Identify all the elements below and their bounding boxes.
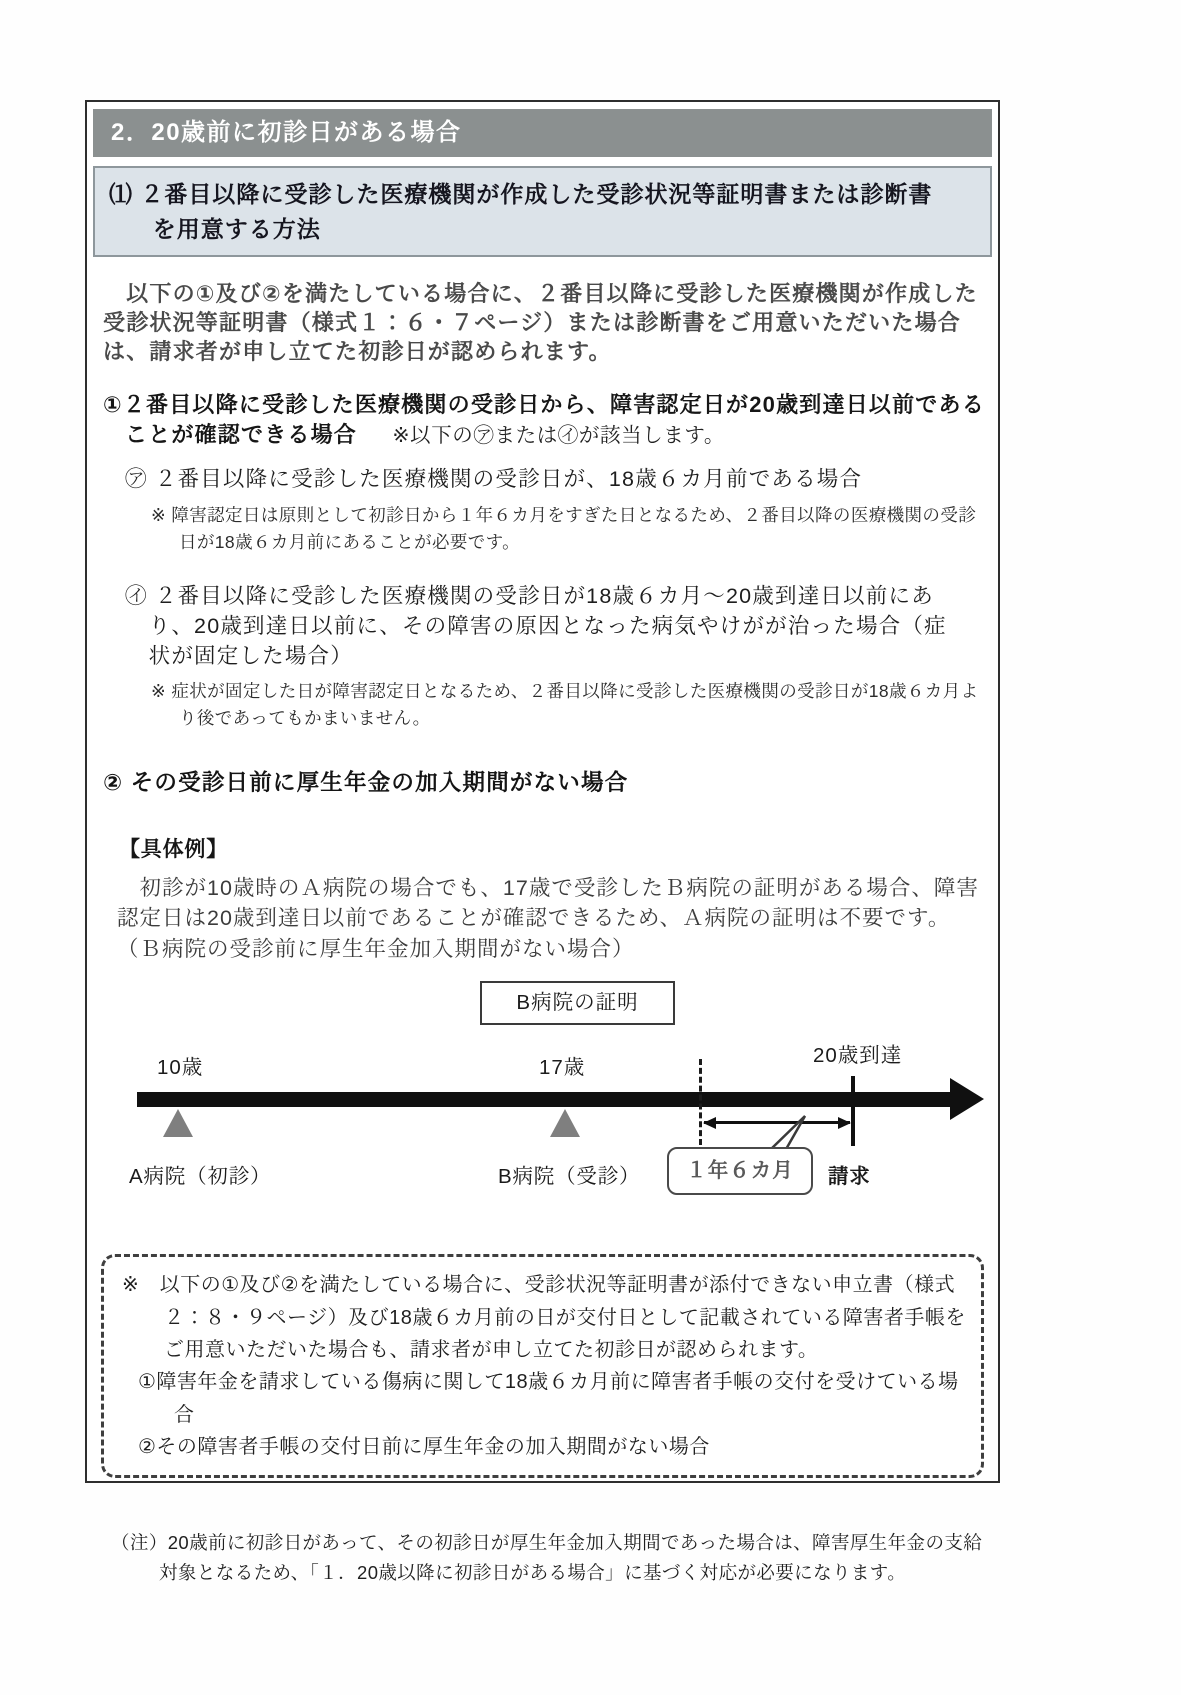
hospital-b-label: B病院（受診） [498, 1165, 641, 1189]
period-callout: １年６カ月 [667, 1147, 813, 1195]
document-container [85, 100, 1000, 1584]
supplementary-note-box [101, 1254, 984, 1478]
condition2-heading: ② その受診日前に厚生年金の加入期間がない場合 [103, 769, 629, 795]
intro-paragraph: 以下の①及び②を満たしている場合に、２番目以降に受診した医療機関が作成した受診状況等証明書（様式１：６・７ページ）または診断書をご用意いただいた場合は、請求者が申し立てた初診日が認められます。 [103, 281, 978, 365]
hospital-a-label: A病院（初診） [129, 1165, 272, 1189]
section-header-title: 2．20歳前に初診日がある場合 [111, 119, 462, 146]
case-i-item: ㋑ ２番目以降に受診した医療機関の受診日が18歳６カ月～20歳到達日以前にあり、20歳到達日以前に、その障害の原因となった病気やけがが治った場合（症状が固定した場合） [125, 584, 947, 668]
timeline-arrowhead-icon [950, 1078, 984, 1120]
certificate-label-box: B病院の証明 [480, 981, 675, 1025]
document-body [87, 279, 998, 1588]
hospital-a-marker-icon [163, 1109, 193, 1137]
supplementary-note-item1: ①障害年金を請求している傷病に関して18歳６カ月前に障害者手帳の交付を受けている場合 [138, 1371, 959, 1426]
timeline-bar [137, 1092, 952, 1107]
claim-date-tick [851, 1076, 855, 1146]
condition1-heading [103, 390, 986, 449]
condition1-heading-note: ※以下の㋐または㋑が該当します。 [392, 423, 725, 447]
age-17-label: 17歳 [539, 1056, 586, 1080]
case-i-note: ※ 症状が固定した日が障害認定日となるため、２番目以降に受診した医療機関の受診日が18歳６カ月より後であってもかまいません。 [151, 681, 979, 729]
subsection-header-title: ⑴ ２番目以降に受診した医療機関が作成した受診状況等証明書または診断書を用意する方法 [109, 181, 933, 242]
timeline-diagram [101, 976, 986, 1208]
footnote: （注）20歳前に初診日があって、その初診日が厚生年金加入期間であった場合は、障害厚生年金の支給対象となるため、「１．20歳以降に初診日がある場合」に基づく対応が必要になります。 [111, 1532, 983, 1584]
subsection-header-box [93, 166, 992, 257]
disability-date-dashed-line [699, 1059, 702, 1145]
claim-label: 請求 [828, 1165, 871, 1189]
example-body-parenthetical: （Ｂ病院の受診前に厚生年金加入期間がない場合） [117, 936, 635, 961]
example-body: 初診が10歳時のＡ病院の場合でも、17歳で受診したＢ病院の証明がある場合、障害認定日は20歳到達日以前であることが確認できるため、Ａ病院の証明は不要です。 [117, 875, 979, 931]
age-20-label: 20歳到達 [813, 1044, 903, 1068]
case-a-note: ※ 障害認定日は原則として初診日から１年６カ月をすぎた日となるため、２番目以降の医療機関の受診日が18歳６カ月前にあることが必要です。 [151, 505, 977, 553]
case-a-item: ㋐ ２番目以降に受診した医療機関の受診日が、18歳６カ月前である場合 [125, 467, 863, 492]
condition1-heading-text: ①２番目以降に受診した医療機関の受診日から、障害認定日が20歳到達日以前であることが確認できる場合 [103, 392, 985, 447]
supplementary-note-intro: ※ 以下の①及び②を満たしている場合に、受診状況等証明書が添付できない申立書（様式２：８・９ページ）及び18歳６カ月前の日が交付日として記載されている障害者手帳をご用意いただいた場合も、請求者が申し立てた初診日が認められます。 [122, 1274, 966, 1361]
example-title: 【具体例】 [119, 837, 228, 861]
age-10-label: 10歳 [157, 1056, 204, 1080]
section-header-bar [93, 109, 992, 157]
supplementary-note-item2: ②その障害者手帳の交付日前に厚生年金の加入期間がない場合 [138, 1436, 710, 1459]
hospital-b-marker-icon [550, 1109, 580, 1137]
